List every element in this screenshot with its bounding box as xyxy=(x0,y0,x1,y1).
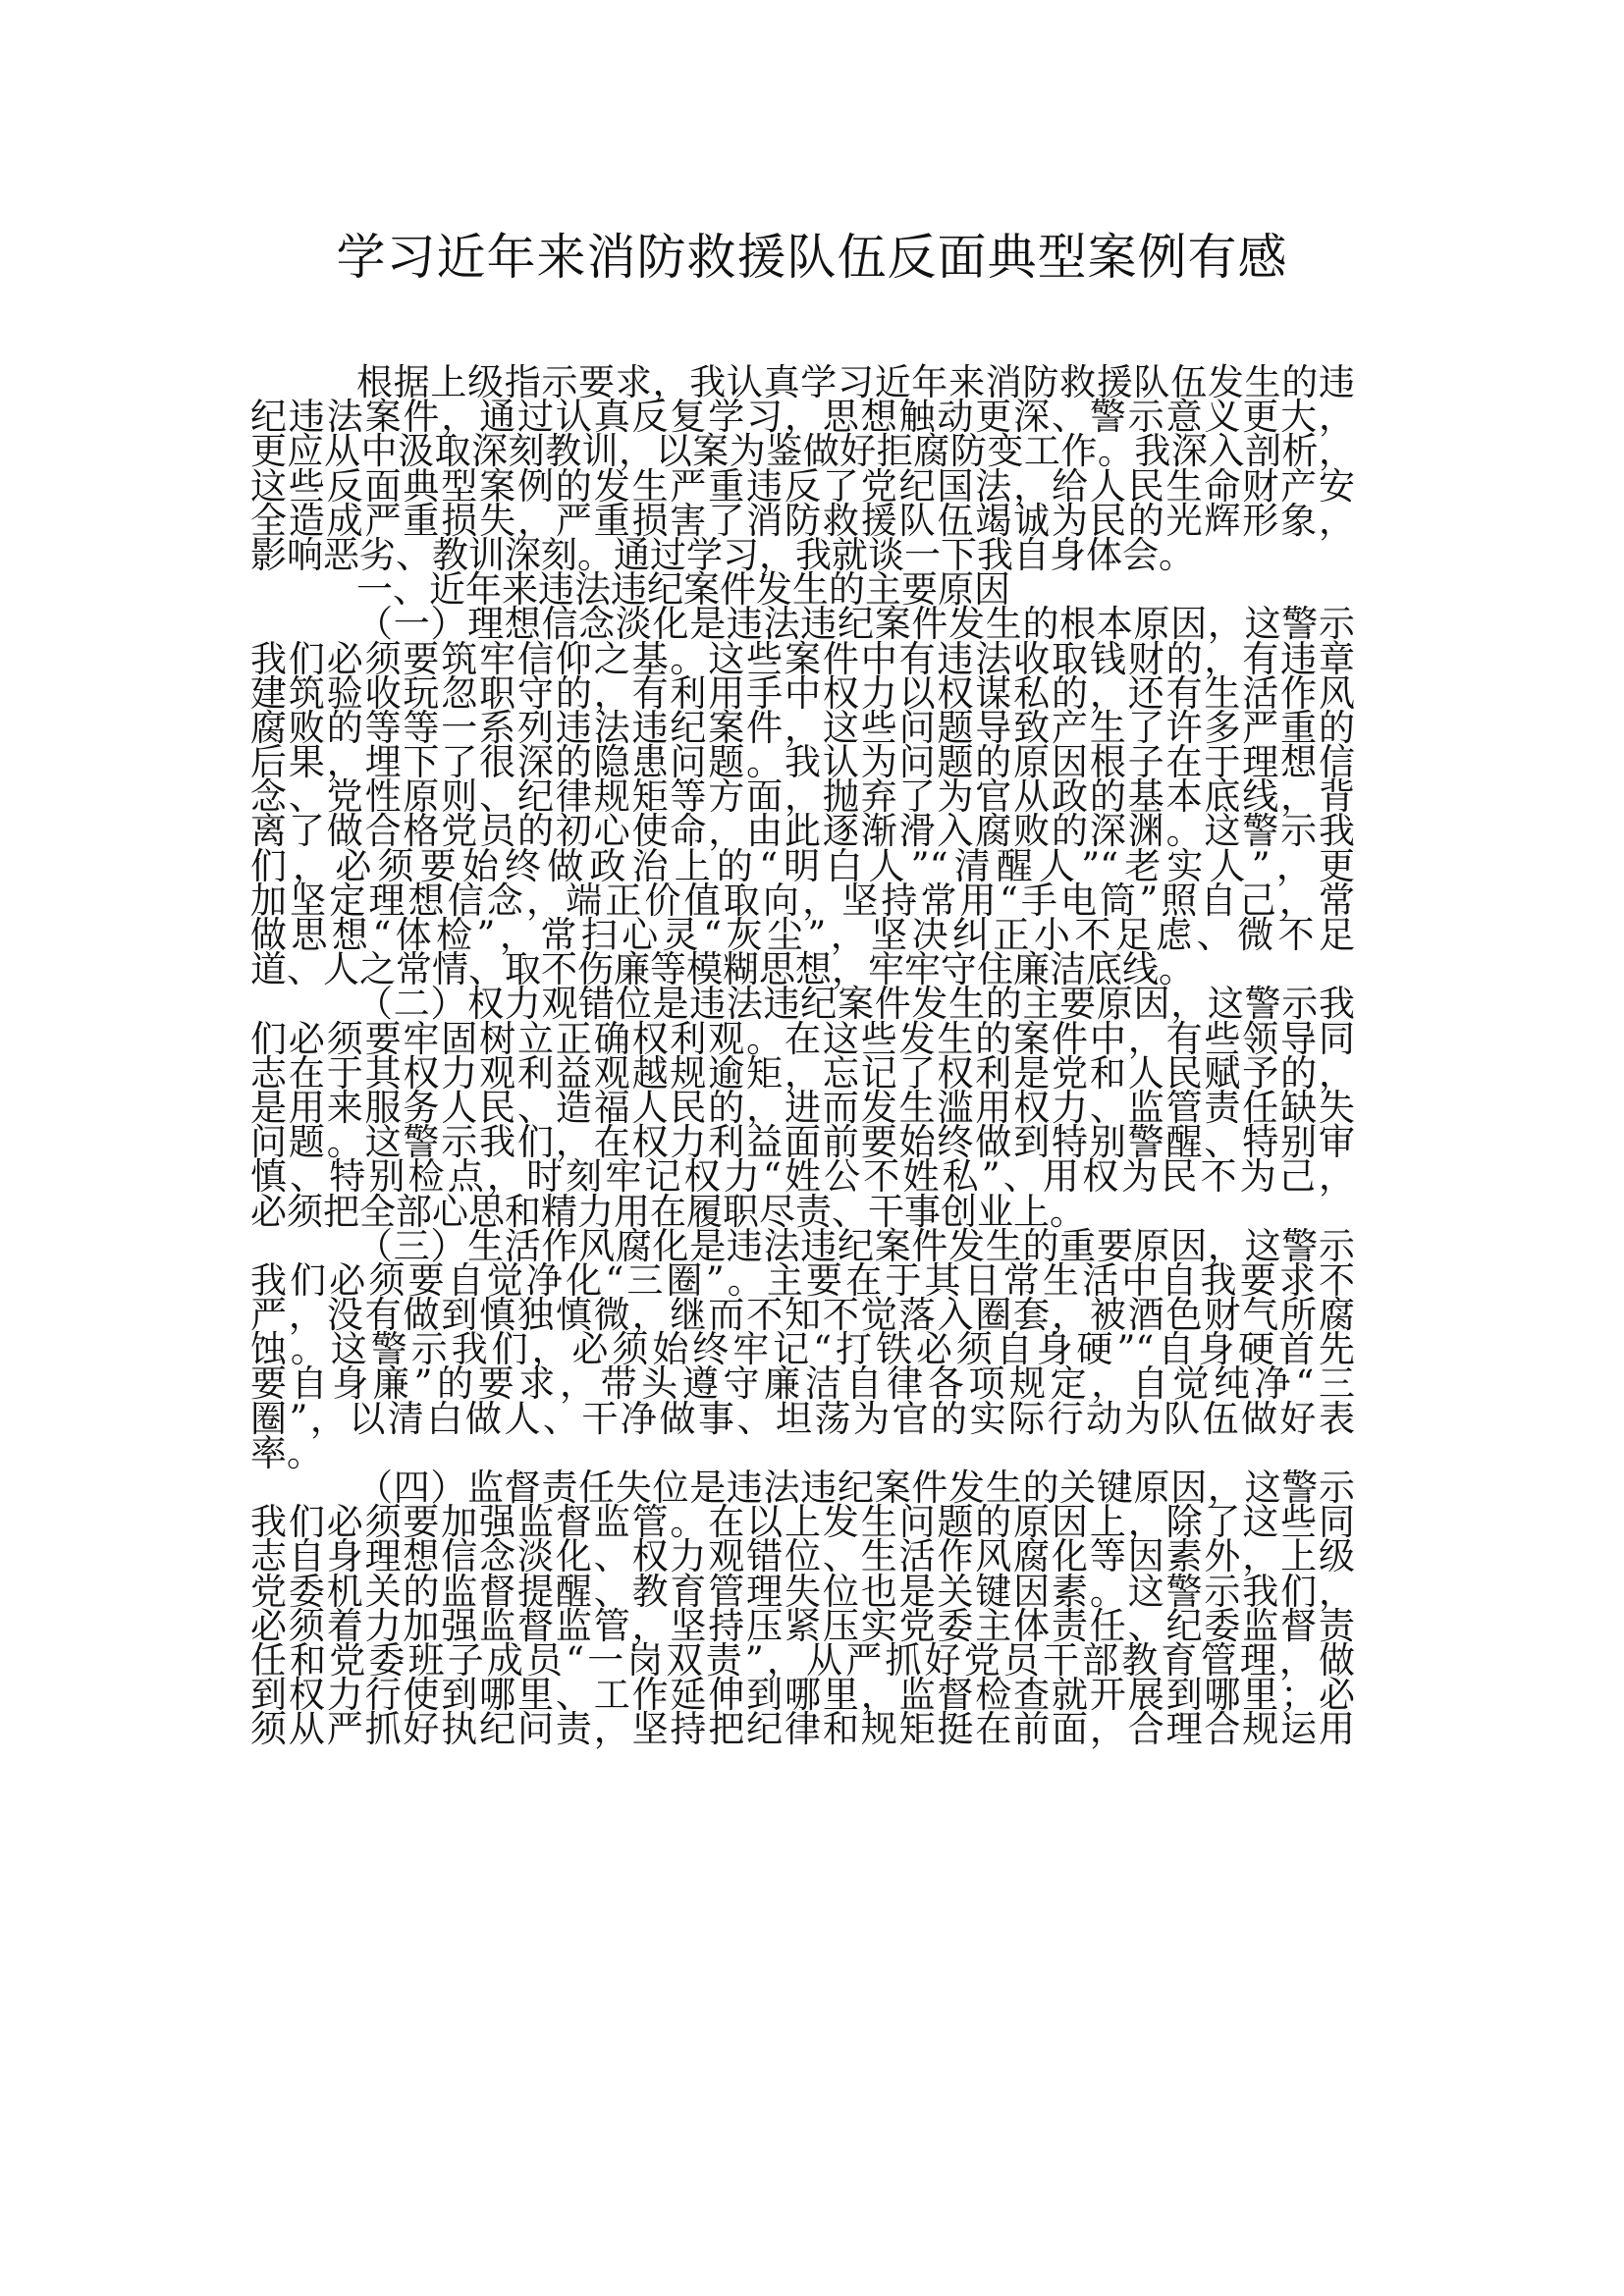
text-line: 腐败的等等一系列违法违纪案件，这些问题导致产生了许多严重的 xyxy=(250,706,1355,749)
text-line: 这些反面典型案例的发生严重违反了党纪国法，给人民生命财产安 xyxy=(250,464,1355,507)
text-line: 是用来服务人民、造福人民的，进而发生滥用权力、监管责任缺失 xyxy=(250,1086,1355,1129)
text-line: 任和党委班子成员“一岗双责”，从严抓好党员干部教育管理，做 xyxy=(250,1638,1355,1682)
text-line: （四）监督责任失位是违法违纪案件发生的关键原因，这警示 xyxy=(356,1467,1355,1509)
section-heading: 一、近年来违法违纪案件发生的主要原因 xyxy=(356,568,1010,612)
text-line: 志在于其权力观利益观越规逾矩，忘记了权利是党和人民赋予的， xyxy=(250,1051,1355,1095)
text-line: 加坚定理想信念，端正价值取向，坚持常用“手电筒”照自己，常 xyxy=(250,879,1355,922)
text-line: 更应从中汲取深刻教训，以案为鉴做好拒腐防变工作。我深入剖析， xyxy=(250,430,1355,473)
text-line: 我们必须要自觉净化“三圈”。主要在于其日常生活中自我要求不 xyxy=(250,1258,1355,1302)
text-line: 我们必须要加强监督监管。在以上发生问题的原因上，除了这些同 xyxy=(250,1501,1355,1544)
text-line: 志自身理想信念淡化、权力观错位、生活作风腐化等因素外，上级 xyxy=(250,1535,1355,1578)
text-line: 蚀。这警示我们，必须始终牢记“打铁必须自身硬”“自身硬首先 xyxy=(250,1328,1355,1371)
text-line: 严，没有做到慎独慎微，继而不知不觉落入圈套，被酒色财气所腐 xyxy=(250,1294,1355,1337)
text-line: 念、党性原则、纪律规矩等方面，抛弃了为官从政的基本底线，背 xyxy=(250,775,1355,819)
text-line: 必须着力加强监督监管，坚持压紧压实党委主体责任、纪委监督责 xyxy=(250,1604,1355,1647)
text-line: 根据上级指示要求，我认真学习近年来消防救援队伍发生的违 xyxy=(356,361,1355,403)
text-line: 做思想“体检”，常扫心灵“灰尘”，坚决纠正小不足虑、微不足 xyxy=(250,914,1355,956)
text-line: 慎、特别检点，时刻牢记权力“姓公不姓私”、用权为民不为己， xyxy=(250,1155,1355,1199)
text-line: 们，必须要始终做政治上的“明白人”“清醒人”“老实人”，更 xyxy=(250,844,1355,887)
text-line: 离了做合格党员的初心使命，由此逐渐滑入腐败的深渊。这警示我 xyxy=(250,810,1355,853)
text-line: 党委机关的监督提醒、教育管理失位也是关键因素。这警示我们， xyxy=(250,1570,1355,1613)
text-line: （三）生活作风腐化是违法违纪案件发生的重要原因，这警示 xyxy=(356,1224,1355,1267)
text-line: 到权力行使到哪里、工作延伸到哪里，监督检查就开展到哪里；必 xyxy=(250,1674,1355,1717)
text-line: 我们必须要筑牢信仰之基。这些案件中有违法收取钱财的，有违章 xyxy=(250,637,1355,680)
text-line: 须从严抓好执纪问责，坚持把纪律和规矩挺在前面，合理合规运用 xyxy=(250,1708,1355,1751)
text-line: 后果，埋下了很深的隐患问题。我认为问题的原因根子在于理想信 xyxy=(250,741,1355,784)
text-line: 圈”，以清白做人、干净做事、坦荡为官的实际行动为队伍做好表 xyxy=(250,1397,1355,1440)
text-line: 们必须要牢固树立正确权利观。在这些发生的案件中，有些领导同 xyxy=(250,1017,1355,1060)
text-line: 必须把全部心思和精力用在履职尽责、干事创业上。 xyxy=(250,1190,1086,1233)
text-line: 问题。这警示我们，在权力利益面前要始终做到特别警醒、特别审 xyxy=(250,1121,1355,1164)
text-line: 要自身廉”的要求，带头遵守廉洁自律各项规定，自觉纯净“三 xyxy=(250,1362,1355,1406)
text-line: （二）权力观错位是违法违纪案件发生的主要原因，这警示我 xyxy=(356,983,1355,1026)
document-body xyxy=(250,361,1355,1751)
text-line: 影响恶劣、教训深刻。通过学习，我就谈一下我自身体会。 xyxy=(250,533,1195,576)
text-line: 全造成严重损失，严重损害了消防救援队伍竭诚为民的光辉形象， xyxy=(250,499,1355,542)
text-line: （一）理想信念淡化是违法违纪案件发生的根本原因，这警示 xyxy=(356,603,1355,646)
text-line: 建筑验收玩忽职守的，有利用手中权力以权谋私的，还有生活作风 xyxy=(250,671,1355,715)
text-line: 道、人之常情、取不伤廉等模糊思想，牢牢守住廉洁底线。 xyxy=(250,948,1195,991)
text-line: 率。 xyxy=(250,1431,323,1474)
text-line: 纪违法案件，通过认真反复学习，思想触动更深、警示意义更大， xyxy=(250,396,1355,439)
document-title: 学习近年来消防救援队伍反面典型案例有感 xyxy=(336,229,1288,286)
